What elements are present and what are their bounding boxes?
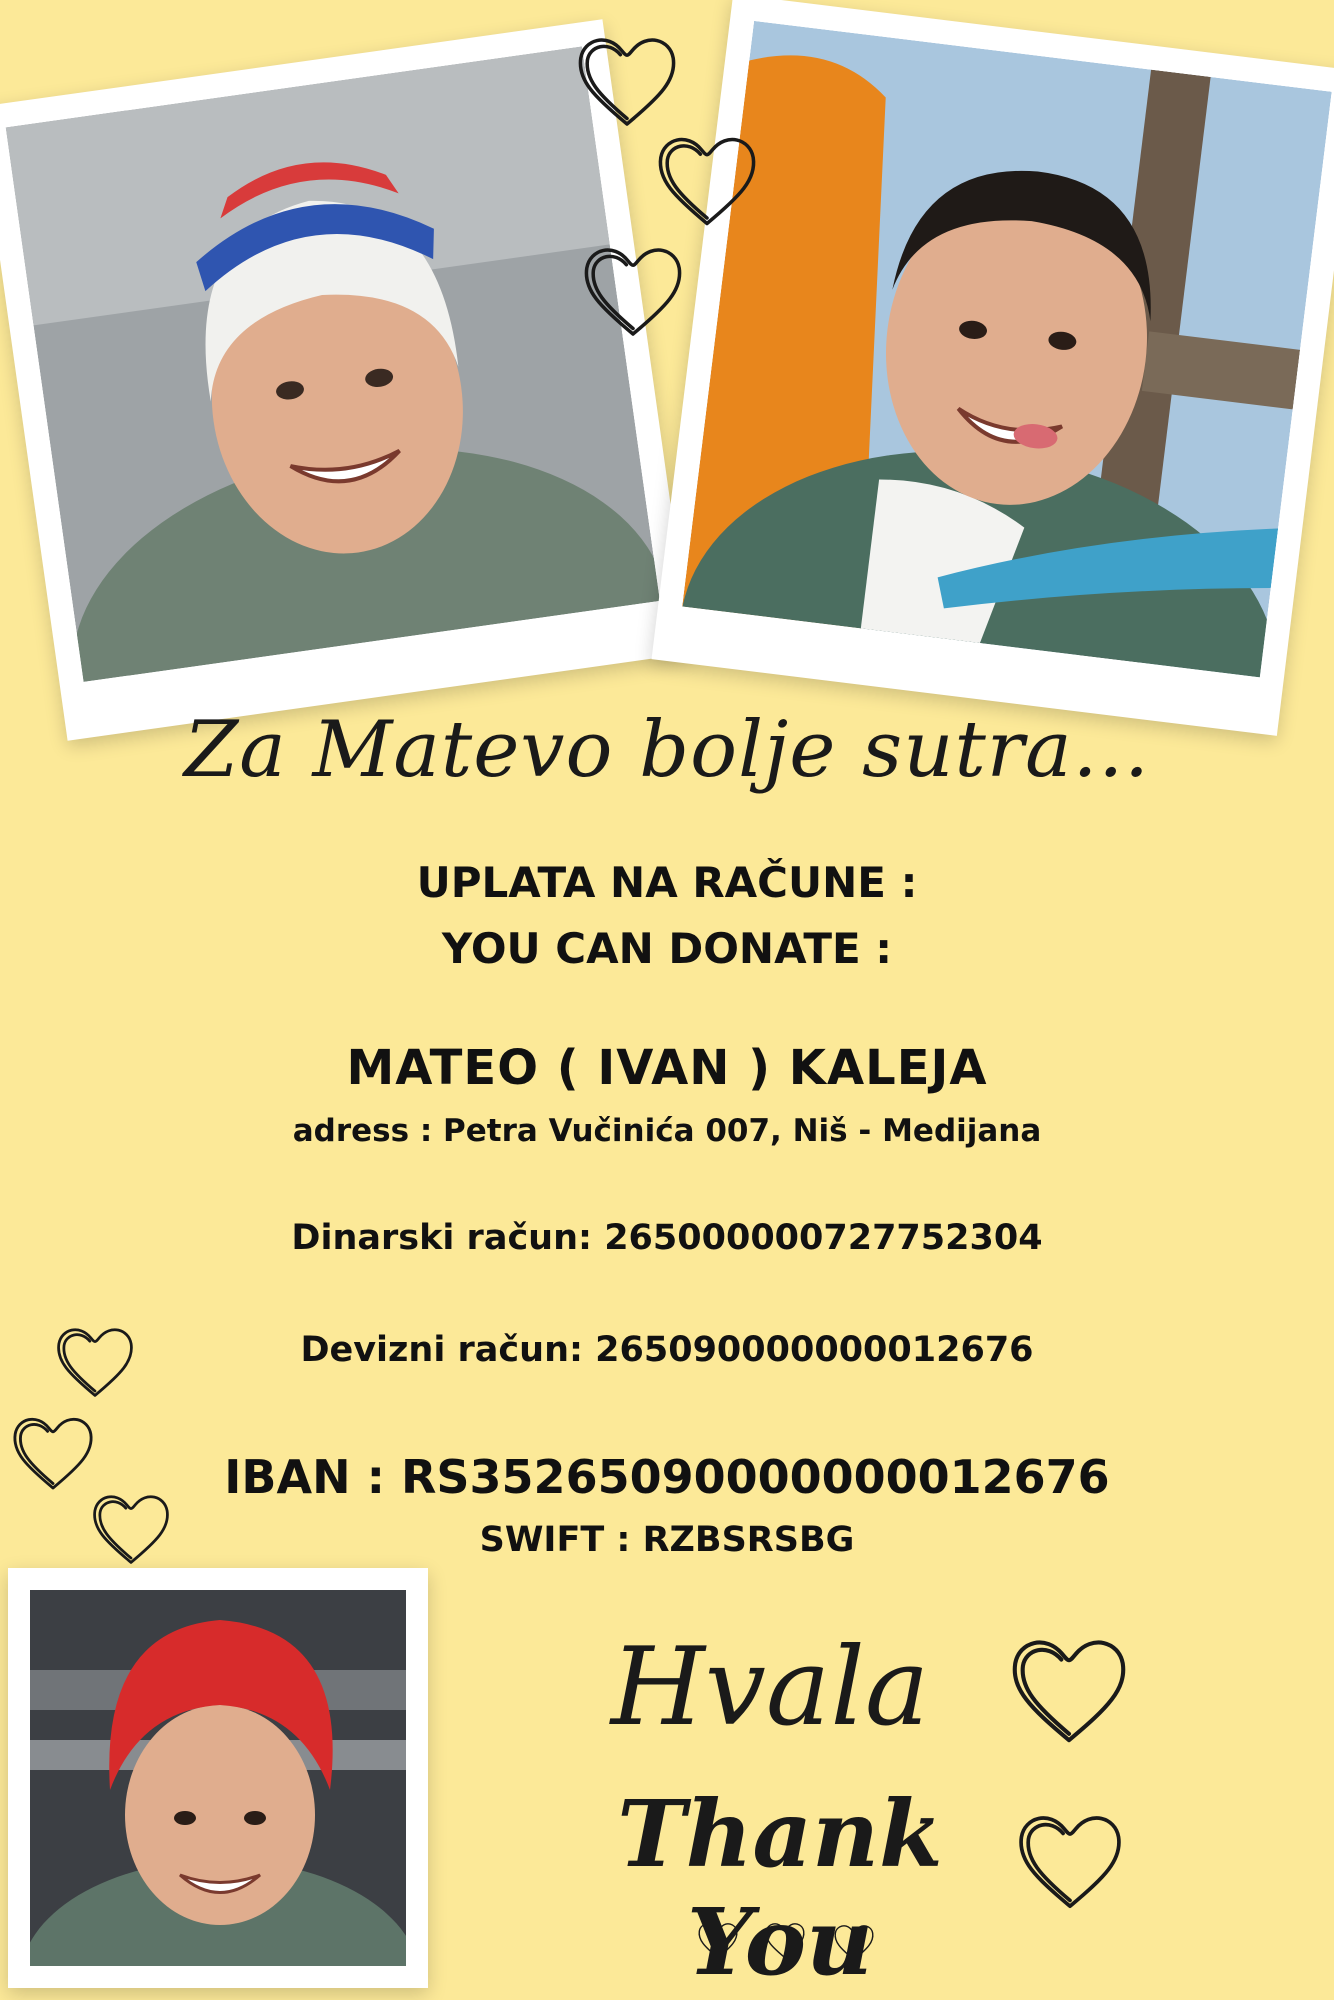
recipient-address: adress : Petra Vučinića 007, Niš - Medijana	[292, 1113, 1042, 1149]
heart-icon	[652, 122, 762, 237]
thanks-english: Thank You	[617, 1780, 943, 1996]
swift-code: SWIFT : RZBSRSBG	[479, 1520, 855, 1560]
foreign-currency-account: Devizni račun: 265090000000012676	[300, 1330, 1034, 1370]
child-photo-red-hat	[30, 1590, 406, 1966]
child-photo-blue-hat	[6, 46, 660, 682]
thanks-serbian: Hvala	[610, 1625, 930, 1750]
polaroid-frame-2	[652, 0, 1334, 736]
recipient-name: MATEO ( IVAN ) KALEJA	[346, 1040, 988, 1096]
heart-icon	[572, 30, 682, 130]
heart-icon	[578, 236, 688, 344]
iban-number: IBAN : RS35265090000000012676	[224, 1450, 1110, 1504]
donation-heading-en: YOU CAN DONATE :	[441, 924, 893, 973]
subtitle-script: Za Matevo bolje sutra...	[184, 705, 1150, 795]
donation-heading-sr: UPLATA NA RAČUNE :	[416, 858, 918, 907]
heart-icon	[1005, 1630, 1133, 1748]
dinar-account: Dinarski račun: 265000000727752304	[291, 1218, 1043, 1258]
heart-icon	[1012, 1808, 1128, 1912]
polaroid-frame-3	[8, 1568, 428, 1988]
child-photo-playground	[682, 21, 1332, 678]
